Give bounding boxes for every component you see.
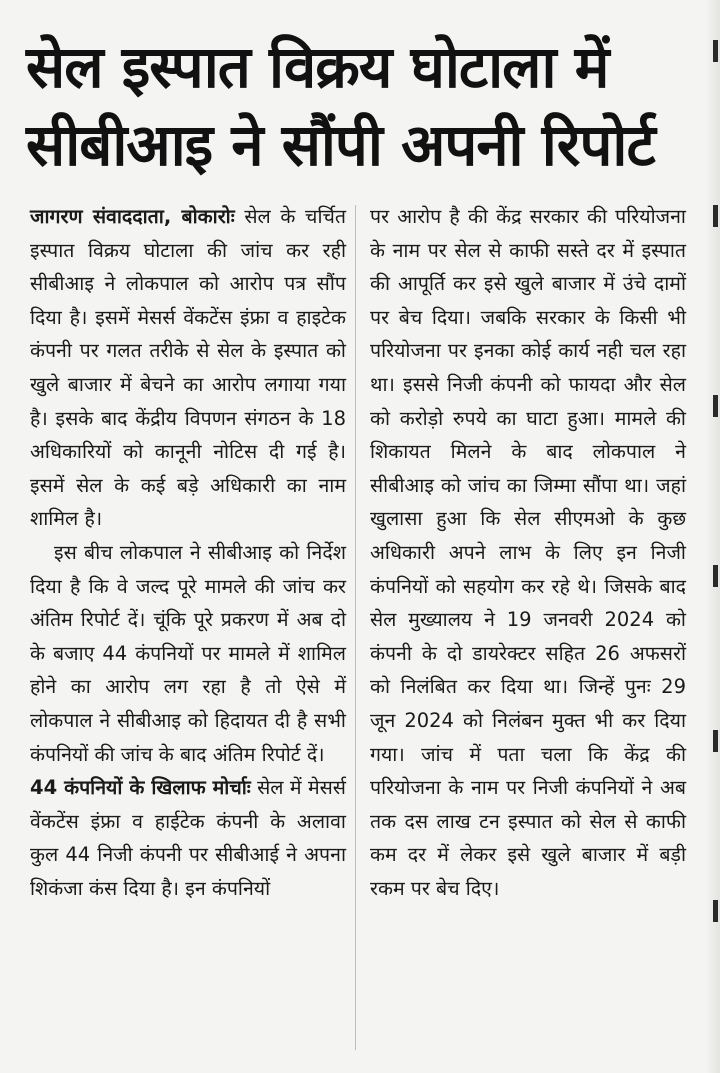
article-paragraph-4: पर आरोप है की केंद्र सरकार की परियोजना के नाम पर सेल से काफी सस्ते दर में इस्पात की आपूर्ति कर इसे खुले बाजार में उंचे दामों पर बेच दिया। जबकि सरकार के किसी भी परियोजना पर इनका कोई कार्य नही चल रहा था। इससे निजी कंपनी को फायदा और सेल को करोड़ो रुपये का घाटा हुआ। मामले की शिकायत मिलने के बाद लोकपाल ने सीबीआइ को जांच का जिम्मा सौंपा था। जहां खुलासा हुआ कि सेल सीएमओ के कुछ अधिकारी अपने लाभ के लिए इन निजी कंपनियों को सहयोग कर रहे थे। जिसके बाद सेल मुख्यालय ने 19 जनवरी 2024 को कंपनी के दो डायरेक्टर सहित 26 अफसरों को निलंबित कर दिया था। जिन्हें पुनः 29 जून 2024 को निलंबन मुक्त भी कर दिया गया। जांच में पता चला कि केंद्र की परियोजना के नाम पर निजी कंपनियों ने अब तक दस लाख टन इस्पात को सेल से काफी कम दर में लेकर इसे खुले बाजार में बड़ी रकम पर बेच दिए।	[370, 205, 686, 900]
article-paragraph-3	[30, 771, 346, 905]
headline-line-2: सीबीआइ ने सौंपी अपनी रिपोर्ट	[26, 111, 655, 179]
headline	[26, 28, 686, 184]
column-divider	[355, 205, 356, 1050]
paragraph-1-text: सेल के चर्चित इस्पात विक्रय घोटाला की जांच कर रही सीबीआइ ने लोकपाल को आरोप पत्र सौंप दिया है। इसमें मेसर्स वेंकटेंस इंफ्रा व हाइटेक कंपनी पर गलत तरीके से सेल के इस्पात को खुले बाजार में बेचने का आरोप लगाया गया है। इसके बाद केंद्रीय विपणन संगठन के 18 अधिकारियों को कानूनी नोटिस दी गई है। इसमें सेल के कई बड़े अधिकारी का नाम शामिल है।	[30, 205, 346, 531]
article-paragraph-2: इस बीच लोकपाल ने सीबीआइ को निर्देश दिया है कि वे जल्द पूरे मामले की जांच कर अंतिम रिपोर्ट दें। चूंकि पूरे प्रकरण में अब दो के बजाए 44 कंपनियों पर मामले में शामिल होने का आरोप लग रहा है तो ऐसे में लोकपाल ने सीबीआइ को हिदायत दी है सभी कंपनियों की जांच के बाद अंतिम रिपोर्ट दें।	[30, 540, 346, 766]
dateline: जागरण संवाददाता, बोकारोः	[30, 205, 235, 228]
headline-line-1: सेल इस्पात विक्रय घोटाला में	[26, 33, 609, 101]
article-column-right	[370, 200, 686, 905]
article-paragraph-1	[30, 200, 346, 536]
edge-mark	[713, 395, 718, 417]
edge-mark	[713, 900, 718, 922]
edge-mark	[713, 565, 718, 587]
edge-mark	[713, 205, 718, 227]
subheading: 44 कंपनियों के खिलाफ मोर्चाः	[30, 776, 251, 800]
edge-mark	[713, 40, 718, 62]
adjacent-page-edge	[706, 0, 720, 1073]
edge-mark	[713, 730, 718, 752]
article-column-left	[30, 200, 346, 905]
paragraph-3-text: सेल में मेसर्स वेंकटेंस इंफ्रा व हाईटेक कंपनी के अलावा कुल 44 निजी कंपनी पर सीबीआई ने अपना शिकंजा कंस दिया है। इन कंपनियों	[30, 776, 346, 900]
